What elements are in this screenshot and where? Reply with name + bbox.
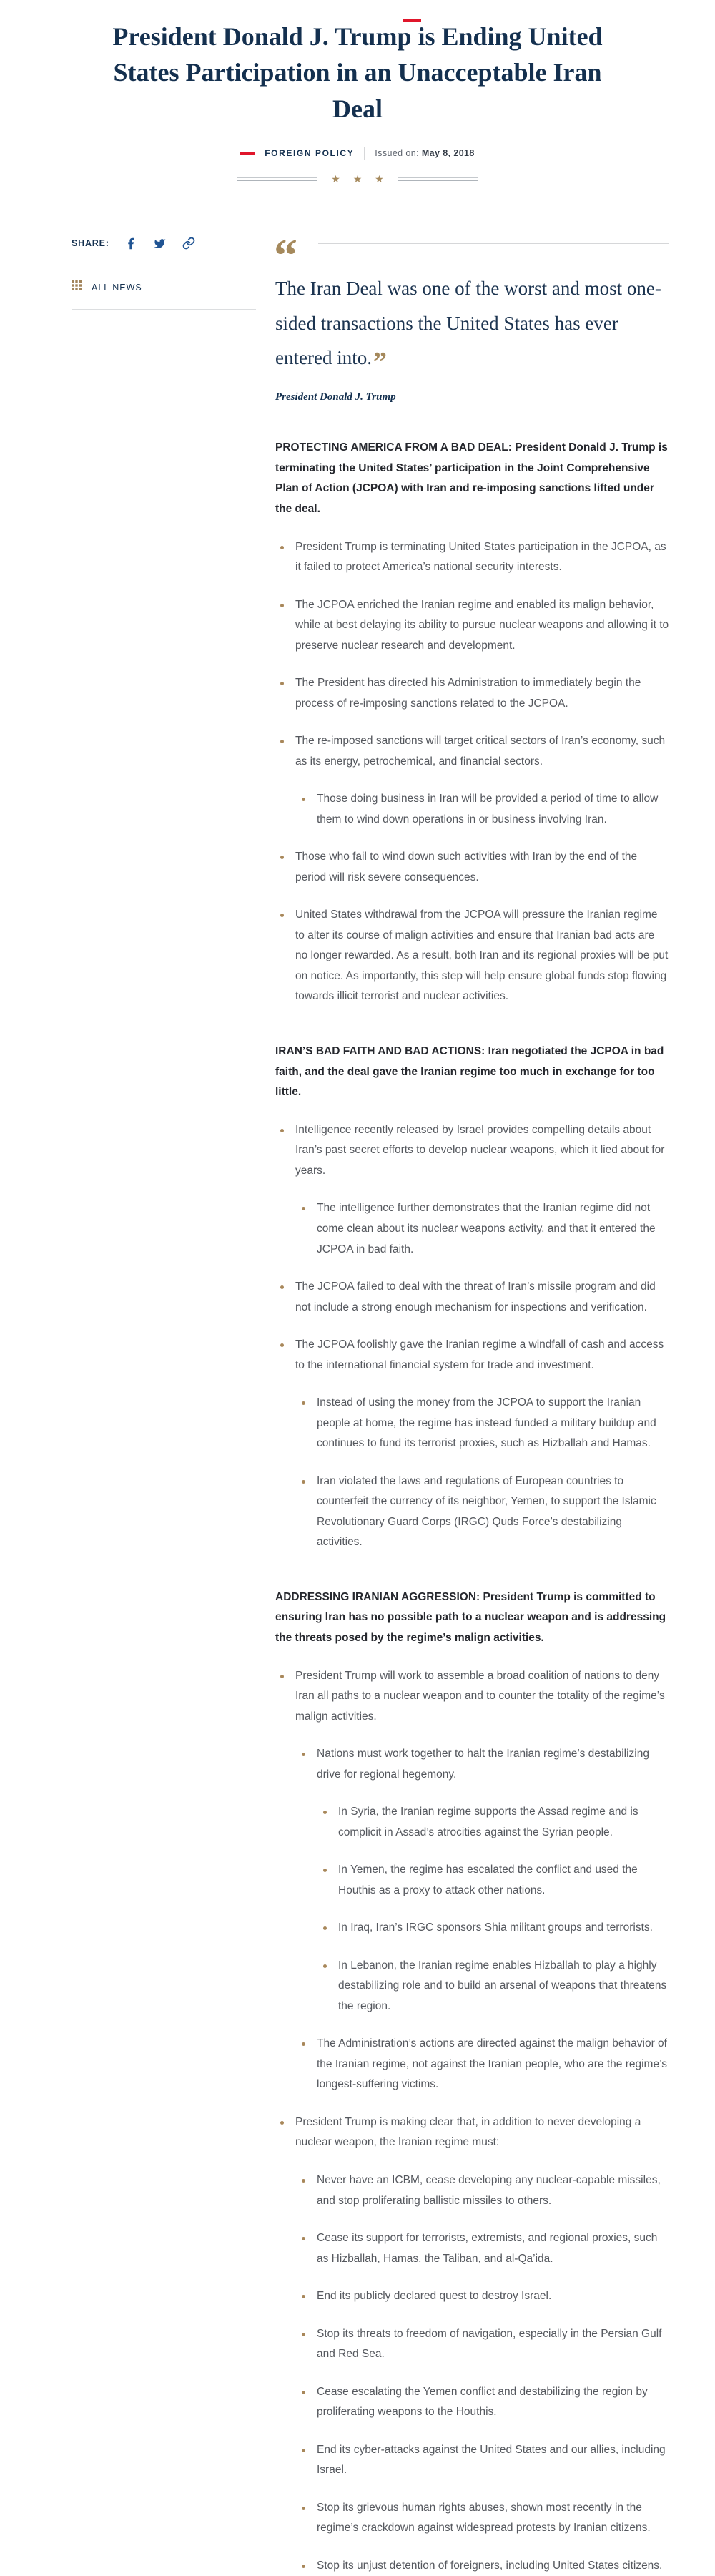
bullet-item (297, 1744, 669, 2017)
bullet-icon (302, 2042, 305, 2046)
bullet-item (275, 1666, 669, 2095)
issued-date (375, 148, 474, 158)
bullet-item (275, 673, 669, 714)
bullet-icon (302, 2237, 305, 2240)
bullet-icon (280, 1675, 284, 1678)
bullet-text: In Yemen, the regime has escalated the conflict and used the Houthis as a proxy to attack other nations. (338, 1864, 638, 1896)
bullet-list (275, 537, 669, 1007)
bullet-icon (280, 856, 284, 859)
red-dash-decoration (240, 152, 255, 155)
bullet-item (275, 847, 669, 888)
article-page (0, 19, 715, 2572)
bullet-item (297, 789, 669, 830)
divider-rule-left (237, 177, 317, 181)
quote-text (275, 271, 669, 376)
grid-icon (72, 280, 82, 294)
bullet-icon (323, 1964, 327, 1968)
bullet-icon (280, 682, 284, 685)
section-heading: ADDRESSING IRANIAN AGGRESSION: President Trump is committed to ensuring Iran has no possible path to a nuclear weapon and is addressing the threats posed by the regime’s malign activities. (275, 1590, 666, 1645)
bullet-icon (302, 2179, 305, 2183)
bullet-icon (323, 1869, 327, 1872)
article-body (274, 230, 669, 2576)
bullet-item (318, 1956, 669, 2017)
bullet-item (275, 537, 669, 578)
sidebar (72, 237, 256, 325)
bullet-text: The Administration’s actions are directed against the malign behavior of the Iranian regime, not against the Iranian people, who are the regime’s longest-suffering victims. (317, 2037, 667, 2091)
bullet-item (297, 2440, 669, 2481)
bullet-icon (280, 604, 284, 607)
bullet-item (297, 2034, 669, 2095)
bullet-icon (302, 2449, 305, 2452)
bullet-text: End its publicly declared quest to destroy Israel. (317, 2290, 552, 2303)
bullet-text: The intelligence further demonstrates that the Iranian regime did not come clean about its nuclear weapons activity, and that it entered the JCPOA in bad faith. (317, 1202, 656, 1255)
issued-label: Issued on: (375, 148, 419, 159)
bullet-item (275, 1335, 669, 1553)
bullet-item (297, 2286, 669, 2307)
bullet-icon (280, 914, 284, 917)
share-label: SHARE: (72, 238, 109, 249)
bullet-list (297, 1198, 669, 1260)
pull-quote (274, 230, 669, 403)
bullet-item (297, 2556, 669, 2576)
twitter-icon (153, 237, 167, 250)
bullet-list (275, 1666, 669, 2576)
bullet-item (318, 1918, 669, 1939)
quote-attribution: President Donald J. Trump (275, 391, 396, 403)
bullet-icon (280, 1129, 284, 1132)
bullet-item (275, 1120, 669, 1260)
bullet-item (297, 2170, 669, 2211)
bullet-list (297, 1744, 669, 2095)
sections (275, 438, 669, 2576)
bullet-icon (302, 2507, 305, 2510)
bullet-text: The JCPOA foolishly gave the Iranian regime a windfall of cash and access to the international financial system for trade and investment. (295, 1338, 664, 1371)
issued-value: May 8, 2018 (421, 148, 475, 159)
bullet-item (318, 1802, 669, 1843)
twitter-share-button[interactable] (153, 237, 167, 250)
page-title: President Donald J. Trump is Ending United States Participation in an Unacceptable Iran Deal (112, 22, 603, 123)
bullet-item (318, 1860, 669, 1901)
bullet-icon (302, 2333, 305, 2336)
logo-fragment (403, 19, 421, 22)
share-row (72, 237, 256, 250)
bullet-icon (302, 1480, 305, 1484)
bullet-text: Never have an ICBM, cease developing any nuclear-capable missiles, and stop proliferating ballistic missiles to others. (317, 2174, 661, 2207)
bullet-text: President Trump is making clear that, in addition to never developing a nuclear weapon, the Iranian regime must: (295, 2115, 641, 2149)
facebook-icon (125, 237, 137, 250)
bullet-item (297, 1471, 669, 1553)
bullet-icon (302, 798, 305, 801)
bullet-text: Instead of using the money from the JCPOA to support the Iranian people at home, the regime has instead funded a military buildup and continues to fund its terrorist proxies, such as Hizballah and Hamas. (317, 1396, 656, 1450)
bullet-text: Nations must work together to halt the Iranian regime’s destabilizing drive for regional hegemony. (317, 1748, 649, 1781)
bullet-text: Cease escalating the Yemen conflict and destabilizing the region by proliferating weapons to the Houthis. (317, 2385, 648, 2419)
star-divider (0, 174, 715, 184)
bullet-text: President Trump is terminating United States participation in the JCPOA, as it failed to protect America’s national security interests. (295, 540, 666, 574)
bullet-item (297, 1198, 669, 1260)
bullet-item (275, 731, 669, 830)
bullet-item (275, 595, 669, 657)
bullet-text: The President has directed his Administration to immediately begin the process of re-imposing sanctions related to the JCPOA. (295, 677, 641, 710)
bullet-text: Those who fail to wind down such activities with Iran by the end of the period will risk severe consequences. (295, 851, 638, 883)
bullet-icon (280, 740, 284, 743)
bullet-text: United States withdrawal from the JCPOA will pressure the Iranian regime to alter its course of malign activities and ensure that Iranian bad acts are no longer rewarded. As a result, both Iran and its regional proxies will be put on notice. As importantly, this step will help ensure global funds stop flowing towards illicit terrorist and nuclear activities. (295, 909, 669, 1003)
bullet-text: The JCPOA failed to deal with the threat of Iran’s missile program and did not include a strong enough mechanism for inspections and verification. (295, 1280, 656, 1313)
bullet-icon (280, 1343, 284, 1347)
bullet-text: End its cyber-attacks against the United States and our allies, including Israel. (317, 2443, 666, 2477)
bullet-item (275, 2112, 669, 2576)
content-area (0, 230, 715, 2576)
bullet-text: In Lebanon, the Iranian regime enables Hizballah to play a highly destabilizing role and to build an arsenal of weapons that threatens the region. (338, 1959, 667, 2012)
bullet-icon (302, 2295, 305, 2298)
bullet-text: Intelligence recently released by Israel provides compelling details about Iran’s past secret efforts to develop nuclear weapons, which it lied about for years. (295, 1123, 665, 1177)
bullet-item (297, 2382, 669, 2423)
three-stars-icon: ★ ★ ★ (331, 173, 384, 185)
bullet-text: The re-imposed sanctions will target critical sectors of Iran’s economy, such as its energy, petrochemical, and financial sectors. (295, 735, 666, 768)
divider-rule-right (398, 177, 478, 181)
bullet-list (318, 1802, 669, 2017)
meta-divider (364, 147, 365, 160)
bullet-list (297, 789, 669, 830)
bullet-text: In Iraq, Iran’s IRGC sponsors Shia militant groups and terrorists. (338, 1921, 653, 1934)
bullet-text: Those doing business in Iran will be provided a period of time to allow them to wind down operations in or business involving Iran. (317, 793, 659, 826)
quote-header (274, 230, 669, 283)
section-heading: PROTECTING AMERICA FROM A BAD DEAL: President Donald J. Trump is terminating the United States’ participation in the Joint Comprehensive Plan of Action (JCPOA) with Iran and re-imposing sanctions lifted under the deal. (275, 441, 668, 515)
bullet-icon (302, 1207, 305, 1210)
bullet-icon (280, 1285, 284, 1289)
facebook-share-button[interactable] (125, 237, 137, 250)
quote-rule (318, 243, 669, 244)
bullet-list (275, 1120, 669, 1553)
bullet-text: In Syria, the Iranian regime supports the Assad regime and is complicit in Assad’s atrocities against the Syrian people. (338, 1806, 638, 1838)
open-quote-icon: “ (274, 230, 297, 283)
bullet-icon (280, 2121, 284, 2125)
bullet-icon (302, 1401, 305, 1405)
link-icon (182, 237, 195, 250)
bullet-text: Iran violated the laws and regulations of European countries to counterfeit the currency of its neighbor, Yemen, to support the Islamic Revolutionary Guard Corps (IRGC) Quds Force’s destabilizing activities. (317, 1474, 656, 1549)
all-news-link[interactable] (72, 280, 256, 294)
bullet-item (275, 1277, 669, 1318)
bullet-item (297, 2324, 669, 2365)
bullet-list (297, 1393, 669, 1553)
section-heading: IRAN’S BAD FAITH AND BAD ACTIONS: Iran negotiated the JCPOA in bad faith, and the deal gave the Iranian regime too much in exchange for too little. (275, 1044, 664, 1099)
bullet-text: Stop its grievous human rights abuses, shown most recently in the regime’s crackdown against widespread protests by Iranian citizens. (317, 2501, 651, 2535)
bullet-icon (280, 546, 284, 549)
bullet-item (275, 905, 669, 1007)
bullet-text: The JCPOA enriched the Iranian regime and enabled its malign behavior, while at best delaying its ability to pursue nuclear weapons and allowing it to preserve nuclear research and development. (295, 598, 669, 652)
bullet-item (297, 1393, 669, 1454)
bullet-item (297, 2498, 669, 2539)
copy-link-button[interactable] (182, 237, 195, 250)
bullet-icon (323, 1811, 327, 1814)
bullet-icon (302, 2565, 305, 2568)
bullet-text: President Trump will work to assemble a broad coalition of nations to deny Iran all paths to a nuclear weapon and to counter the totality of the regime’s malign activities. (295, 1669, 665, 1723)
bullet-text: Stop its unjust detention of foreigners, including United States citizens. (317, 2559, 663, 2572)
bullet-text: Stop its threats to freedom of navigation, especially in the Persian Gulf and Red Sea. (317, 2327, 662, 2361)
quote-body: The Iran Deal was one of the worst and most one-sided transactions the United States has ever entered into. (275, 278, 661, 369)
bullet-text: Cease its support for terrorists, extremists, and regional proxies, such as Hizballah, Hamas, the Taliban, and al-Qa’ida. (317, 2232, 658, 2265)
bullet-list (297, 2170, 669, 2576)
close-quote-icon: ” (373, 347, 387, 378)
all-news-label: ALL NEWS (92, 282, 142, 293)
sidebar-divider (72, 309, 256, 310)
bullet-item (297, 2228, 669, 2269)
category-link[interactable]: FOREIGN POLICY (265, 148, 355, 159)
bullet-icon (302, 2391, 305, 2394)
bullet-icon (323, 1926, 327, 1930)
bullet-icon (302, 1753, 305, 1756)
article-meta (0, 147, 715, 160)
